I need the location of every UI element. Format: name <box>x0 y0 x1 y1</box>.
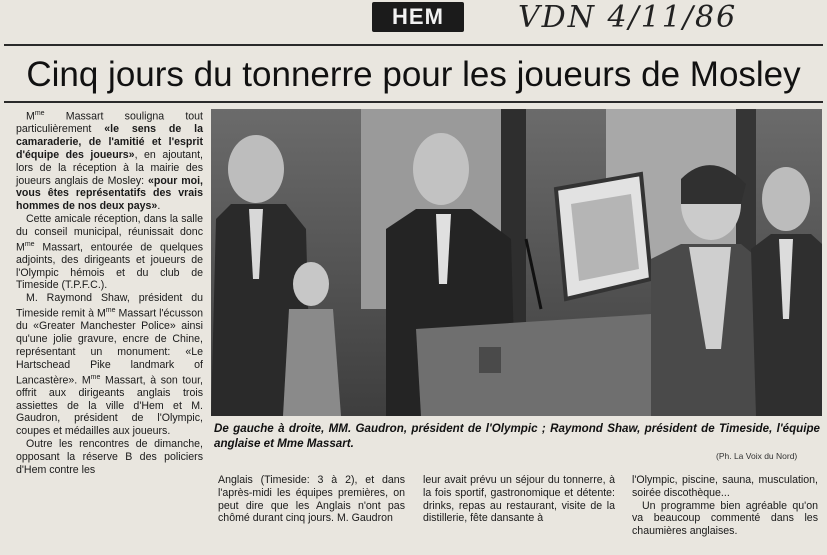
paragraph-text: Outre les rencontres de dimanche, opposant la réserve B des policiers d'Hem contre les <box>16 438 203 476</box>
article-paragraph <box>16 108 203 213</box>
paragraph-text: «le sens de la camaraderie, de l'amitié et l'esprit d'équipe des joueurs» <box>16 123 204 161</box>
paragraph-text: M. Raymond Shaw, président du Timeside remit à M <box>16 292 203 320</box>
article-paragraph <box>16 438 203 476</box>
paragraph-text: , en ajoutant, lors de la réception à la mairie des joueurs anglais de Mosley: <box>16 148 203 187</box>
section-label <box>372 2 464 32</box>
paragraph-text: Massart, entourée de quelques adjoints, des dirigeants et joueurs de l'Olympic hémois et du club de Timeside (T.P.F.C.). <box>16 241 203 292</box>
paragraph-text: me <box>90 373 101 381</box>
photo-credit: (Ph. La Voix du Nord) <box>716 451 798 461</box>
paragraph-text: Massart, à son tour, offrit aux dirigeants anglais trois assiettes de la ville d'Hem et M. Gaudron, président de l'Olympic, coupes et médailles aux joueurs. <box>16 374 203 438</box>
paragraph-text: me <box>34 110 45 117</box>
paragraph-text: M <box>26 110 35 123</box>
paragraph-text: me <box>105 307 116 315</box>
article-paragraph: l'Olympic, piscine, sauna, musculation, soirée discothèque... <box>632 474 818 499</box>
headline: Cinq jours du tonnerre pour les joueurs de Mosley <box>26 55 801 94</box>
article-paragraph <box>16 213 203 292</box>
left-article-column <box>16 108 203 476</box>
paragraph-text: Massart l'écusson du «Greater Manchester Police» ainsi qu'une jolie gravure, encre de Chine, représentant un monument: «Le Hartschead Pike landmark of Lancastère». M <box>16 307 203 387</box>
article-paragraph: leur avait prévu un séjour du tonnerre, à la fois sportif, gastronomique et détente: drinks, repas au restaurant, visite de la distillerie, fête dansante à <box>423 474 615 525</box>
handwritten-date-note: VDN 4/11/86 <box>518 0 738 35</box>
news-photo <box>211 109 822 416</box>
paragraph-text: me <box>24 240 35 248</box>
headline-rule <box>4 101 823 103</box>
bottom-column-2 <box>423 474 615 525</box>
article-paragraph: Un programme bien agréable qu'on va beaucoup commenté dans les chaumières anglaises. <box>632 499 818 538</box>
bottom-column-1 <box>218 474 405 525</box>
bottom-column-3 <box>632 474 818 538</box>
article-paragraph: Anglais (Timeside: 3 à 2), et dans l'après-midi les équipes premières, on peut dire que les Anglais n'ont pas chômé durant cinq jours. M. Gaudron <box>218 474 405 525</box>
paragraph-text: Cette amicale réception, dans la salle du conseil municipal, réunissait donc M <box>16 212 203 254</box>
paragraph-text: «pour moi, vous êtes représentatifs des vrais hommes de nos deux pays» <box>16 174 203 213</box>
paragraph-text: Massart souligna tout particulièrement <box>16 110 203 136</box>
paragraph-text: . <box>157 200 161 213</box>
photo-caption: De gauche à droite, MM. Gaudron, président de l'Olympic ; Raymond Shaw, président de Timeside, l'équipe anglaise et Mme Massart. <box>214 422 820 450</box>
article-paragraph <box>16 292 203 438</box>
header-rule <box>4 44 823 46</box>
section-label-text: HEM <box>392 4 444 29</box>
